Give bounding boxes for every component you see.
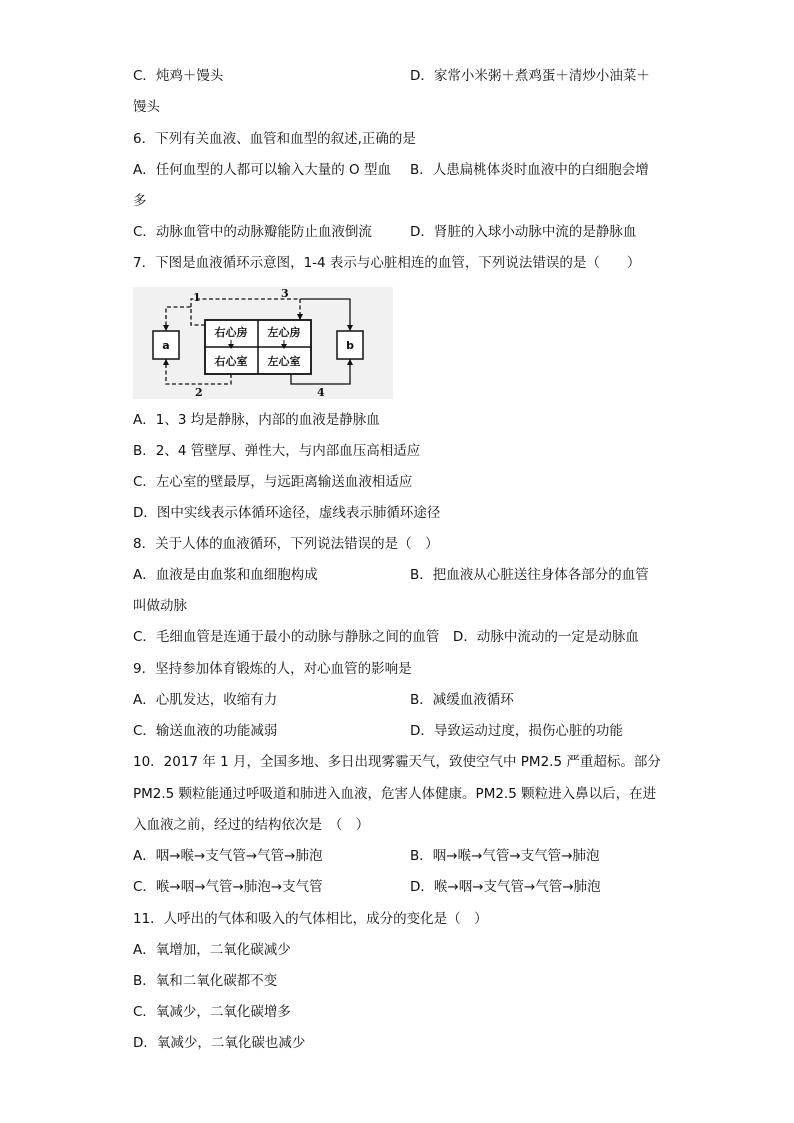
q10-stem-3: 入血液之前，经过的结构依次是 （ ）	[133, 817, 370, 833]
left-atrium-label: 左心房	[267, 326, 301, 339]
q8-option-b-cont: 叫做动脉	[133, 598, 187, 614]
box-b-label: b	[346, 339, 354, 352]
q10-option-a: A．咽→喉→支气管→气管→肺泡	[133, 848, 323, 864]
q9-stem: 9．坚持参加体育锻炼的人，对心血管的影响是	[133, 661, 412, 677]
q10-option-d: D．喉→咽→支气管→气管→肺泡	[410, 879, 601, 895]
q7-option-b: B．2、4 管壁厚、弹性大，与内部血压高相适应	[133, 443, 421, 459]
vessel-3-label: 3	[281, 287, 289, 300]
q8-stem: 8．关于人体的血液循环，下列说法错误的是（ ）	[133, 536, 439, 552]
q5-option-d: D．家常小米粥＋煮鸡蛋＋清炒小油菜＋	[410, 68, 650, 84]
q6-option-b-cont: 多	[133, 193, 147, 209]
vessel-4-label: 4	[317, 386, 325, 399]
q10-stem-2: PM2.5 颗粒能通过呼吸道和肺进入血液，危害人体健康。PM2.5 颗粒进入鼻以后，在进	[133, 786, 657, 802]
blood-circulation-diagram	[133, 287, 393, 399]
q10-option-b: B．咽→喉→气管→支气管→肺泡	[410, 848, 600, 864]
q8-option-b: B．把血液从心脏送往身体各部分的血管	[410, 567, 649, 583]
q7-stem: 7．下图是血液循环示意图，1-4 表示与心脏相连的血管，下列说法错误的是（ ）	[133, 255, 641, 271]
q5-option-c: C．炖鸡＋馒头	[133, 68, 224, 84]
q8-option-c-d: C．毛细血管是连通于最小的动脉与静脉之间的血管 D．动脉中流动的一定是动脉血	[133, 629, 639, 645]
vessel-1-label: 1	[193, 291, 201, 304]
q11-option-a: A．氧增加，二氧化碳减少	[133, 942, 291, 958]
right-atrium-label: 右心房	[214, 326, 248, 339]
q7-option-d: D．图中实线表示体循环途径，虚线表示肺循环途径	[133, 505, 441, 521]
q6-option-a: A．任何血型的人都可以输入大量的 O 型血	[133, 162, 391, 178]
q9-option-c: C．输送血液的功能减弱	[133, 723, 278, 739]
box-a-label: a	[162, 339, 170, 352]
q9-option-a: A．心肌发达，收缩有力	[133, 692, 278, 708]
q6-option-b: B．人患扁桃体炎时血液中的白细胞会增	[410, 162, 649, 178]
q9-option-b: B．减缓血液循环	[410, 692, 514, 708]
q6-stem: 6．下列有关血液、血管和血型的叙述,正确的是	[133, 131, 416, 147]
vessel-2-label: 2	[195, 386, 203, 399]
q7-option-c: C．左心室的壁最厚，与远距离输送血液相适应	[133, 474, 413, 490]
q10-option-c: C．喉→咽→气管→肺泡→支气管	[133, 879, 323, 895]
q7-option-a: A．1、3 均是静脉，内部的血液是静脉血	[133, 412, 380, 428]
q11-option-b: B．氧和二氧化碳都不变	[133, 973, 278, 989]
q6-option-d: D．肾脏的入球小动脉中流的是静脉血	[410, 224, 637, 240]
q5-option-d-cont: 馒头	[133, 99, 160, 115]
q11-option-c: C．氧减少，二氧化碳增多	[133, 1004, 291, 1020]
left-ventricle-label: 左心室	[267, 355, 301, 368]
q11-stem: 11．人呼出的气体和吸入的气体相比，成分的变化是（ ）	[133, 911, 488, 927]
right-ventricle-label: 右心室	[214, 355, 248, 368]
q11-option-d: D．氧减少，二氧化碳也减少	[133, 1035, 306, 1051]
q8-option-a: A．血液是由血浆和血细胞构成	[133, 567, 318, 583]
q6-option-c: C．动脉血管中的动脉瓣能防止血液倒流	[133, 224, 372, 240]
q10-stem-1: 10．2017 年 1 月，全国多地、多日出现雾霾天气，致使空气中 PM2.5 严重超标。部分	[133, 754, 661, 770]
q9-option-d: D．导致运动过度，损伤心脏的功能	[410, 723, 623, 739]
